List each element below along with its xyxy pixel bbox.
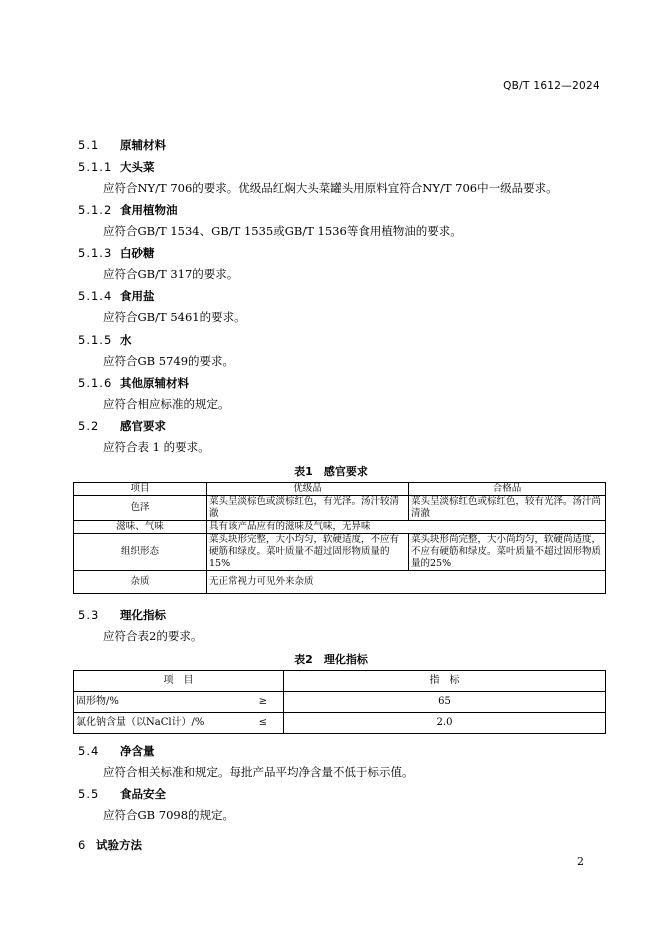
sensory-requirements-table <box>73 482 606 594</box>
section-5-5-text: 应符合GB 7098的规定。 <box>103 808 235 822</box>
row-qualified: 菜头块形尚完整，大小尚均匀，软硬尚适度，不应有硬筋和绿皮。菜叶质量不超过固形物质量的25% <box>409 534 606 571</box>
section-5-4-heading <box>78 743 155 759</box>
section-5-3-heading <box>78 607 166 623</box>
section-5-1-3-heading <box>78 245 155 261</box>
section-5-1-6-text: 应符合相应标准的规定。 <box>103 397 230 411</box>
section-title: 食用盐 <box>120 289 155 303</box>
table-1-caption: 表1 感官要求 <box>294 465 368 478</box>
comparison-symbol: ≥ <box>258 696 267 707</box>
section-6-heading <box>78 837 142 853</box>
section-number: 5.1 <box>78 138 100 152</box>
section-title: 水 <box>120 333 132 347</box>
row-qualified: 菜头呈淡棕红色或棕红色，较有光泽。汤汁尚清澈 <box>409 496 606 521</box>
header-value: 指 标 <box>284 671 606 692</box>
section-5-1-6-heading <box>78 375 189 391</box>
row-item: 固形物/% <box>76 696 119 707</box>
table-row <box>74 571 606 594</box>
section-title: 净含量 <box>120 744 155 758</box>
section-title: 大头菜 <box>120 160 155 174</box>
section-5-1-heading <box>78 137 166 153</box>
section-number: 5.1.5 <box>78 333 113 347</box>
header-item: 项目 <box>74 483 207 496</box>
section-title: 食品安全 <box>120 787 166 801</box>
standard-number-header: QB/T 1612—2024 <box>503 80 600 92</box>
table-2-caption: 表2 理化指标 <box>294 653 368 666</box>
table-row <box>74 692 606 713</box>
section-5-4-text: 应符合相关标准和规定。每批产品平均净含量不低于标示值。 <box>103 765 414 779</box>
section-5-2-heading <box>78 418 166 434</box>
section-5-3-text: 应符合表2的要求。 <box>103 629 203 643</box>
physicochemical-table <box>73 670 606 734</box>
section-number: 5.1.4 <box>78 289 113 303</box>
table-header-row <box>74 671 606 692</box>
row-item: 组织形态 <box>74 534 207 571</box>
row-value: 65 <box>284 692 606 713</box>
section-title: 感官要求 <box>120 419 166 433</box>
section-5-1-2-text: 应符合GB/T 1534、GB/T 1535或GB/T 1536等食用植物油的要求。 <box>103 224 462 238</box>
row-item: 氯化钠含量（以NaCl计）/% <box>76 717 205 728</box>
section-title: 白砂糖 <box>120 246 155 260</box>
section-5-1-5-text: 应符合GB 5749的要求。 <box>103 354 235 368</box>
row-item: 杂质 <box>74 571 207 594</box>
section-number: 5.1.3 <box>78 246 113 260</box>
section-number: 5.2 <box>78 419 100 433</box>
header-premium: 优级品 <box>207 483 409 496</box>
comparison-symbol: ≤ <box>258 717 267 728</box>
row-both: 无正常视力可见外来杂质 <box>207 571 606 594</box>
section-number: 5.1.2 <box>78 203 113 217</box>
row-item-cell <box>74 713 284 734</box>
table-row <box>74 713 606 734</box>
section-number: 5.4 <box>78 744 100 758</box>
section-5-1-3-text: 应符合GB/T 317的要求。 <box>103 267 239 281</box>
section-5-1-5-heading <box>78 332 132 348</box>
section-title: 原辅材料 <box>120 138 166 152</box>
row-premium: 菜头呈淡棕色或淡棕红色，有光泽。汤汁较清澈 <box>207 496 409 521</box>
row-premium: 菜头块形完整，大小均匀，软硬适度，不应有硬筋和绿皮。菜叶质量不超过固形物质量的15% <box>207 534 409 571</box>
section-5-2-text: 应符合表 1 的要求。 <box>103 440 210 454</box>
section-title: 试验方法 <box>96 838 142 852</box>
table-row <box>74 521 606 534</box>
table-row <box>74 496 606 521</box>
section-5-1-4-text: 应符合GB/T 5461的要求。 <box>103 310 246 324</box>
section-number: 5.5 <box>78 787 100 801</box>
section-5-5-heading <box>78 786 166 802</box>
row-item-cell <box>74 692 284 713</box>
section-5-1-4-heading <box>78 288 155 304</box>
section-number: 5.3 <box>78 608 100 622</box>
row-value: 2.0 <box>284 713 606 734</box>
row-item: 滋味、气味 <box>74 521 207 534</box>
section-number: 5.1.1 <box>78 160 113 174</box>
section-5-1-2-heading <box>78 202 178 218</box>
row-item: 色泽 <box>74 496 207 521</box>
header-item: 项 目 <box>74 671 284 692</box>
section-title: 食用植物油 <box>120 203 178 217</box>
table-header-row <box>74 483 606 496</box>
header-qualified: 合格品 <box>409 483 606 496</box>
page-number: 2 <box>577 855 584 868</box>
row-both: 具有该产品应有的滋味及气味，无异味 <box>207 521 606 534</box>
section-5-1-1-heading <box>78 159 155 175</box>
section-title: 其他原辅材料 <box>120 376 189 390</box>
section-number: 6 <box>78 838 87 852</box>
section-number: 5.1.6 <box>78 376 113 390</box>
section-title: 理化指标 <box>120 608 166 622</box>
section-5-1-1-text: 应符合NY/T 706的要求。优级品红焖大头菜罐头用原料宜符合NY/T 706中一级品要求。 <box>103 181 558 195</box>
table-row <box>74 534 606 571</box>
